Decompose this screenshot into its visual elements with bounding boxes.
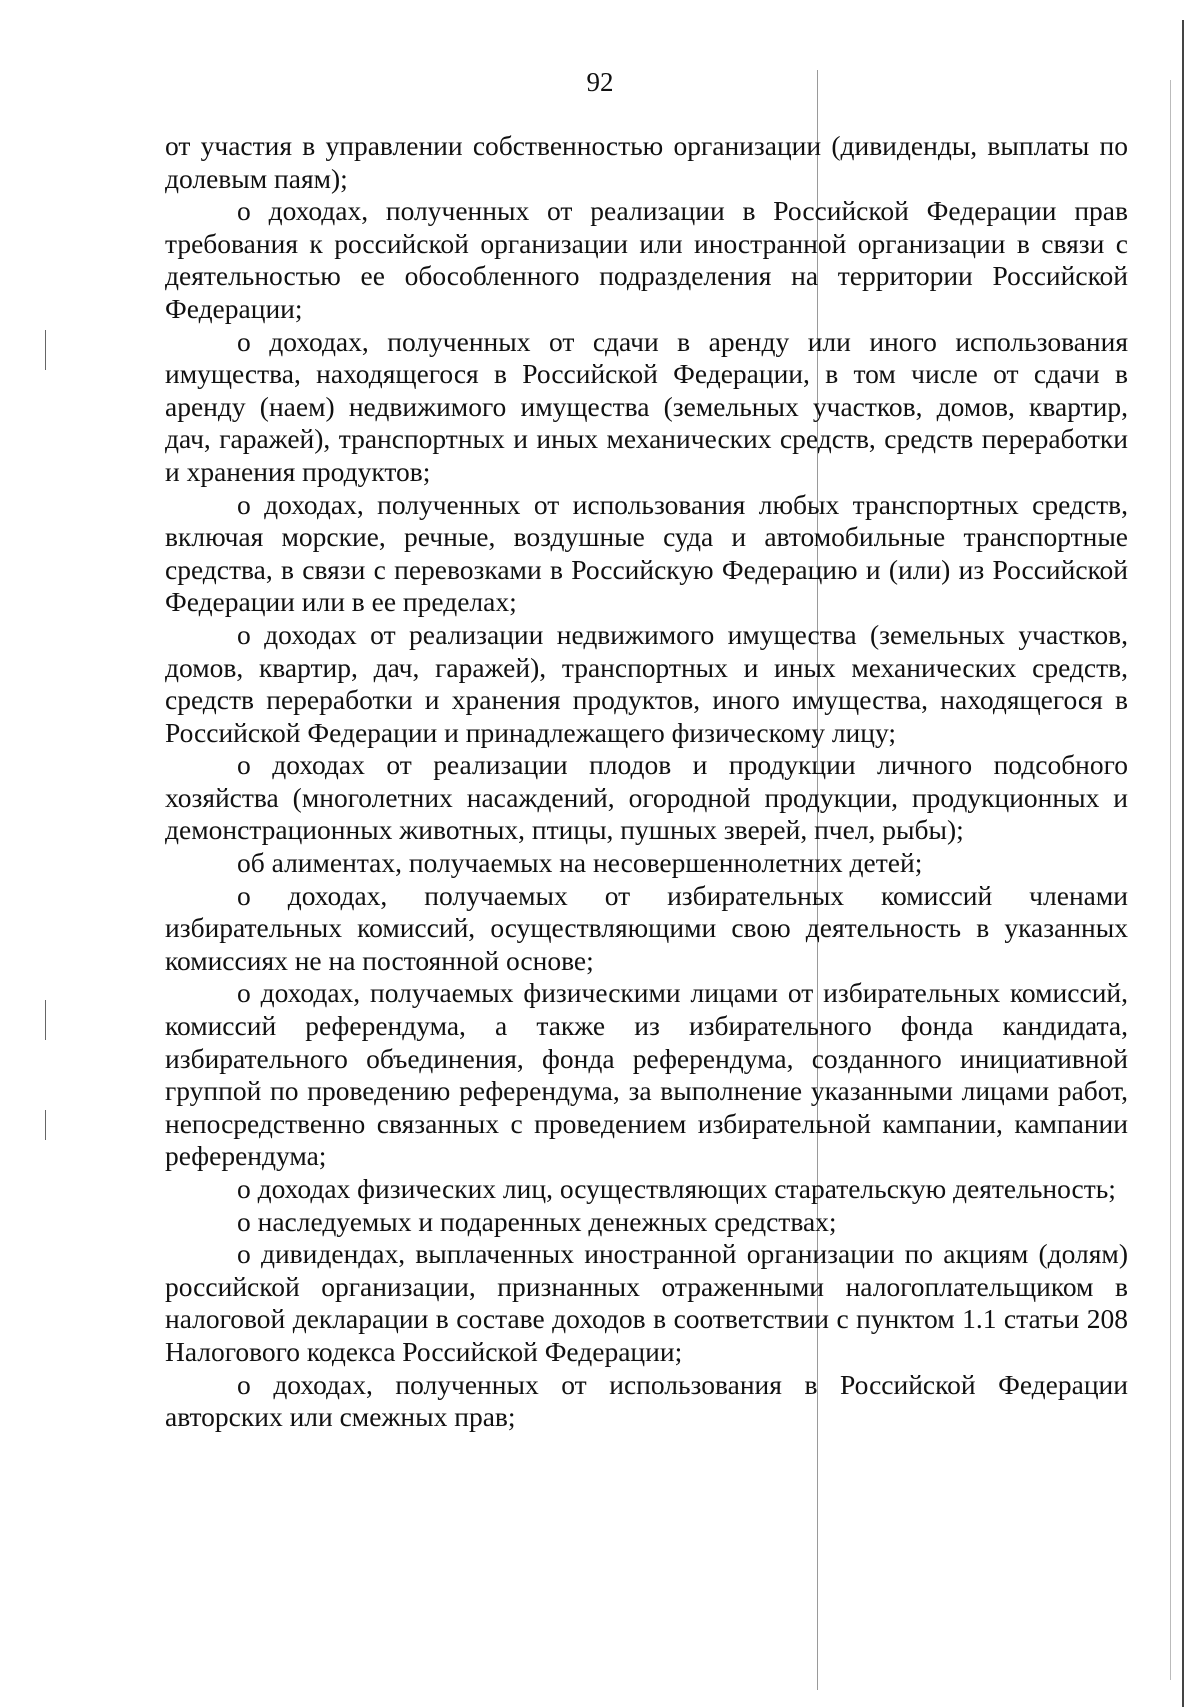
paragraph: о доходах, получаемых от избирательных комиссий членами избирательных комиссий, осуществляющими свою деятельность в указанных комиссиях не на постоянной основе;	[165, 879, 1128, 976]
scan-margin-mark	[45, 1000, 46, 1040]
paragraph: о доходах, полученных от реализации в Российской Федерации прав требования к российской организации или иностранной организации в связи с деятельностью ее обособленного подразделения на территории Российской Федерации;	[165, 195, 1128, 324]
paragraph: о доходах физических лиц, осуществляющих старательскую деятельность;	[237, 1173, 1116, 1204]
scan-edge-shadow	[1170, 80, 1171, 1680]
scan-margin-mark	[45, 330, 46, 370]
paragraph: о наследуемых и подаренных денежных средствах;	[237, 1205, 837, 1237]
scan-margin-mark	[45, 1110, 46, 1140]
paragraph: о доходах, полученных от сдачи в аренду или иного использования имущества, находящегося в Российской Федерации, в том числе от сдачи в аренду (наем) недвижимого имущества (земельных участков, домов, квартир, дач, гаражей), транспортных и иных механических средств, средств переработки и хранения продуктов;	[165, 325, 1128, 487]
paragraph: о доходах от реализации недвижимого имущества (земельных участков, домов, квартир, дач, гаражей), транспортных и иных механических средств, средств переработки и хранения продуктов, иного имущества, находящегося в Российской Федерации и принадлежащего физическому лицу;	[165, 618, 1128, 748]
paragraph: о доходах, полученных от использования любых транспортных средств, включая морские, речные, воздушные суда и автомобильные транспортные средства, в связи с перевозками в Российскую Федерацию и (или) из Российской Федерации или в ее пределах;	[165, 488, 1128, 618]
paragraph: о доходах от реализации плодов и продукции личного подсобного хозяйства (многолетних насаждений, огородной продукции, продукционных и демонстрационных животных, птицы, пушных зверей, пчел, рыбы);	[165, 749, 1128, 846]
page-number: 92	[586, 67, 614, 97]
paragraph: об алиментах, получаемых на несовершеннолетних детей;	[237, 847, 923, 879]
paragraph: от участия в управлении собственностью организации (дивиденды, выплаты по долевым паям);	[165, 130, 1128, 194]
scan-edge-line	[1182, 20, 1184, 1707]
paragraph: о дивидендах, выплаченных иностранной организации по акциям (долям) российской организации, признанных отраженными налогоплательщиком в налоговой декларации в составе доходов в соответствии с пунктом 1.1 статьи 208 Налогового кодекса Российской Федерации;	[165, 1238, 1128, 1367]
paragraph: о доходах, получаемых физическими лицами от избирательных комиссий, комиссий референдума, а также из избирательного фонда кандидата, избирательного объединения, фонда референдума, созданного инициативной группой по проведению референдума, за выполнение указанными лицами работ, непосредственно связанных с проведением избирательной кампании, кампании референдума;	[165, 977, 1128, 1172]
paragraph: о доходах, полученных от использования в Российской Федерации авторских или смежных прав;	[165, 1368, 1128, 1433]
document-body	[165, 130, 1128, 1434]
